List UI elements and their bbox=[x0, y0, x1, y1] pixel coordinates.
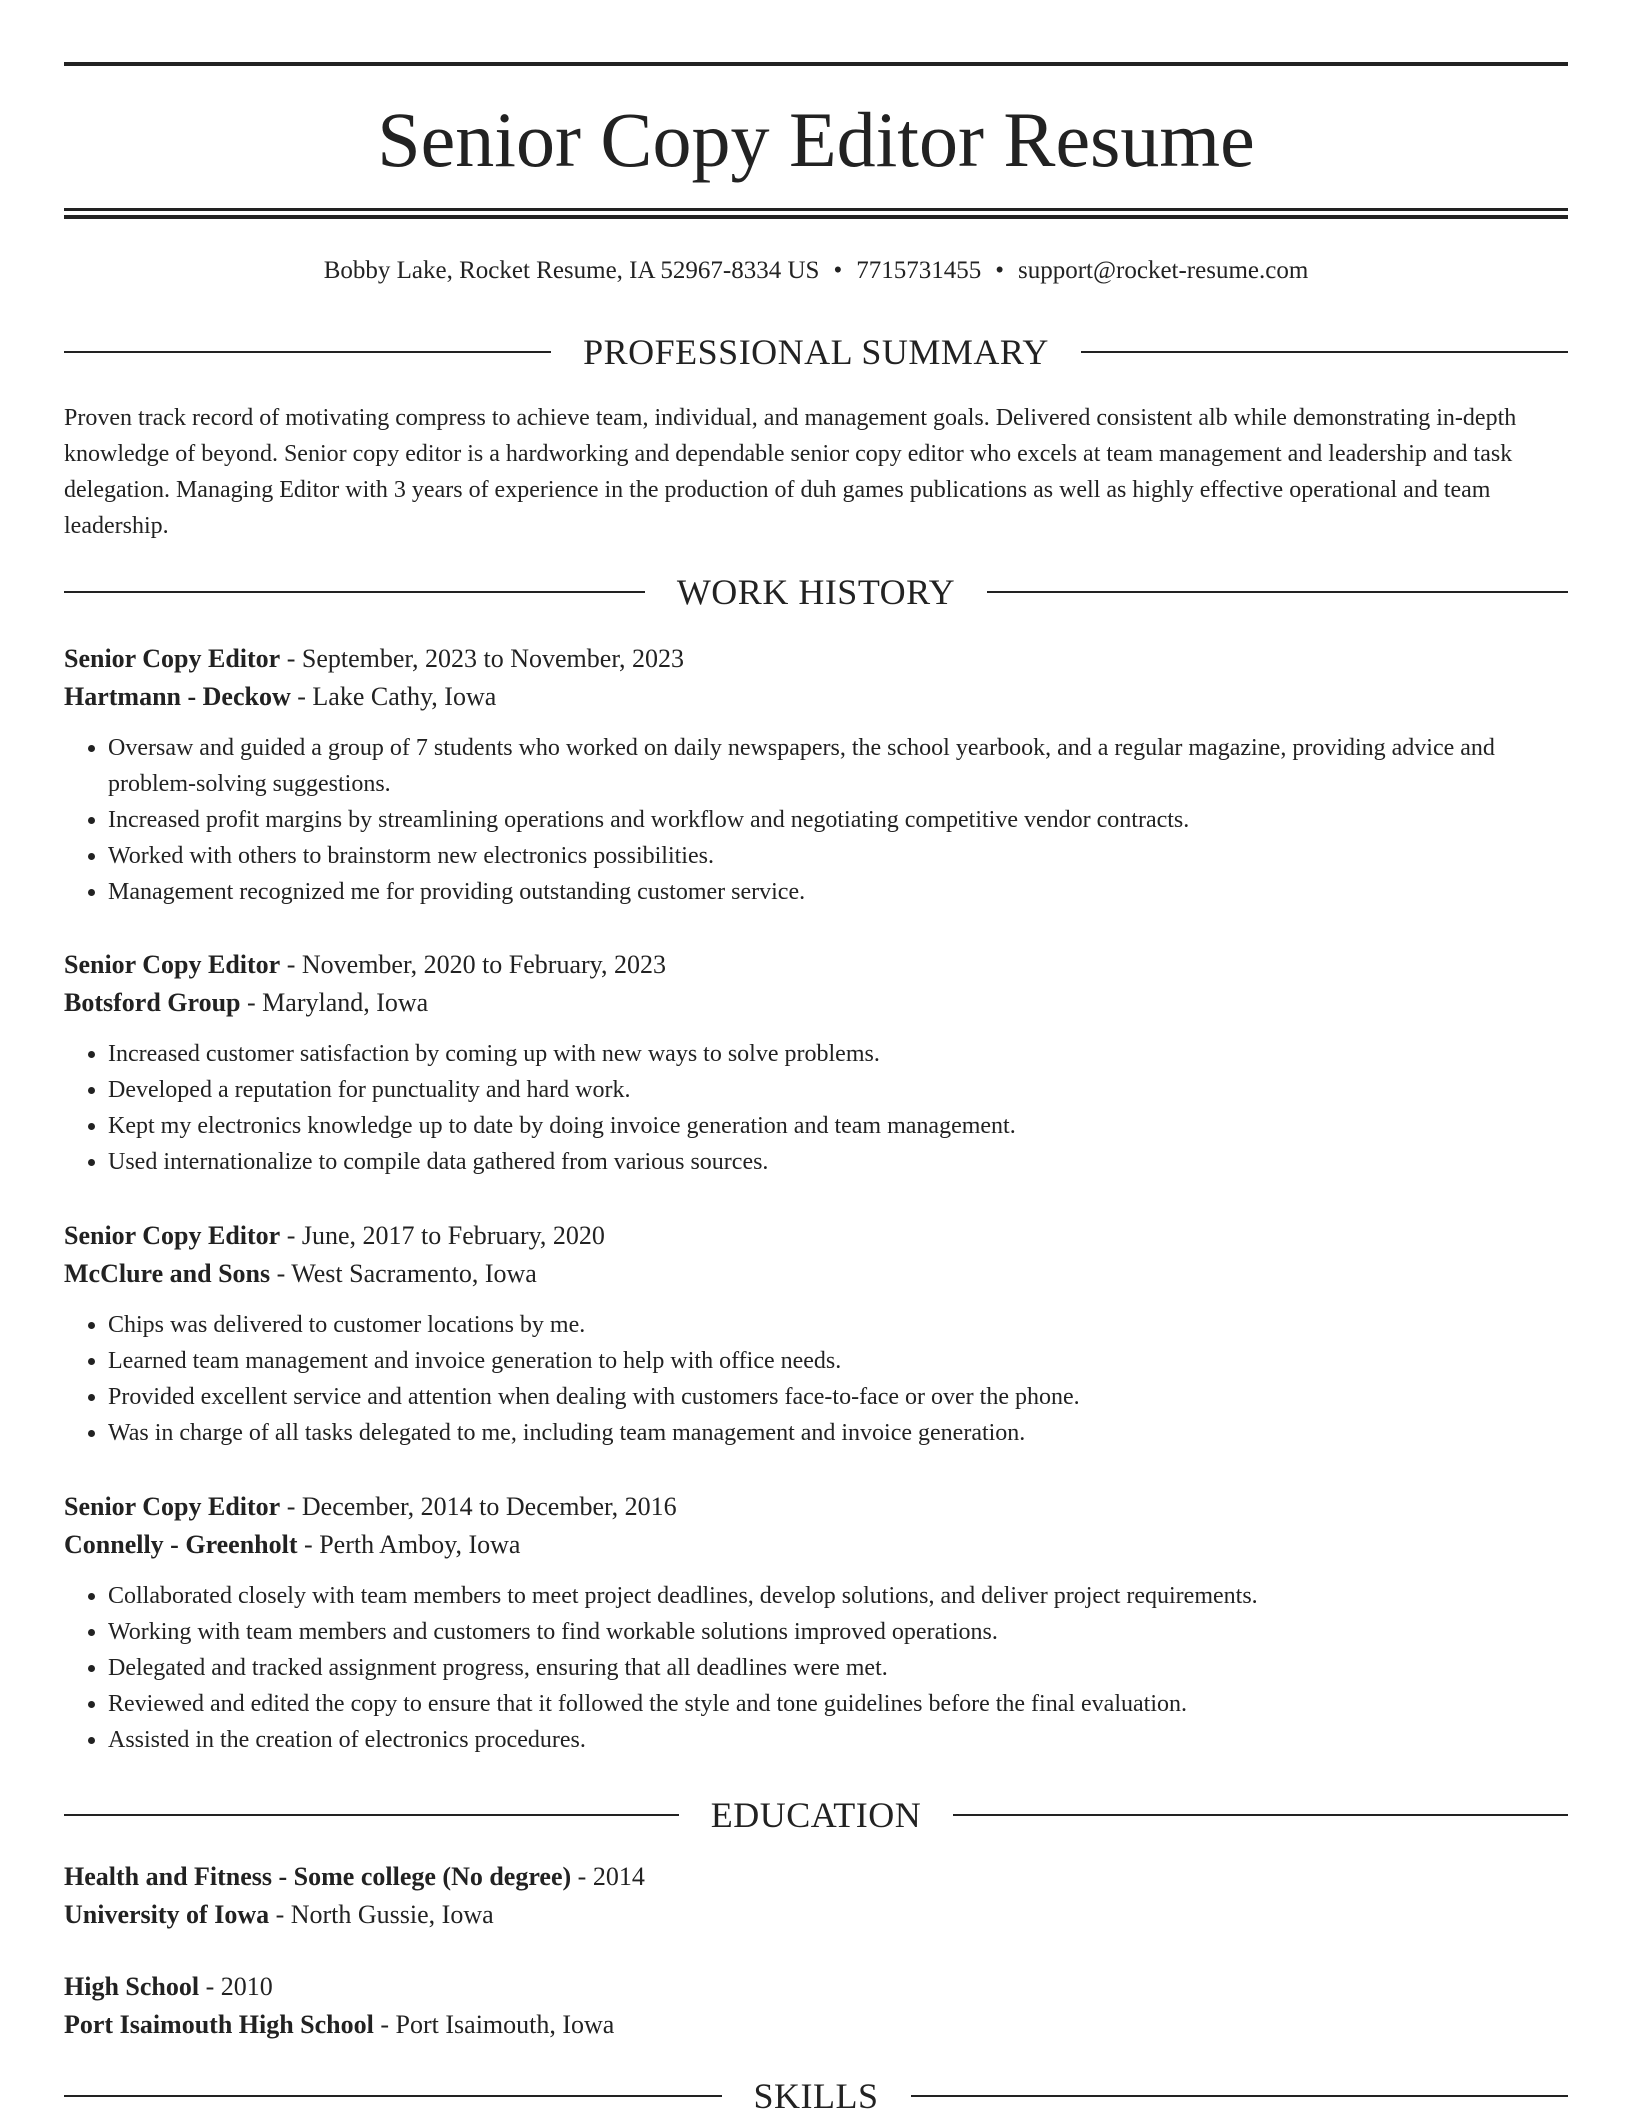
section-title-summary: PROFESSIONAL SUMMARY bbox=[583, 332, 1049, 372]
job-dates: - November, 2020 to February, 2023 bbox=[280, 950, 666, 979]
job-dates: - June, 2017 to February, 2020 bbox=[280, 1221, 605, 1250]
job-bullet: • Was in charge of all tasks delegated to me, including team management and invoice generation. bbox=[108, 1415, 1568, 1451]
education-degree: High School bbox=[64, 1972, 200, 2001]
job-title-line bbox=[64, 1217, 1568, 1255]
job-title: Senior Copy Editor bbox=[64, 644, 281, 673]
job-title: Senior Copy Editor bbox=[64, 1221, 281, 1250]
section-rule-right bbox=[911, 2095, 1569, 2097]
section-rule-left bbox=[64, 1814, 679, 1816]
job-bullet: • Increased customer satisfaction by coming up with new ways to solve problems. bbox=[108, 1036, 1568, 1072]
job-entry bbox=[64, 1217, 1568, 1451]
title-double-rule-upper bbox=[64, 208, 1568, 211]
section-title-skills: SKILLS bbox=[753, 2076, 879, 2116]
contact-phone: 7715731455 bbox=[856, 257, 982, 284]
job-bullet: • Collaborated closely with team members to meet project deadlines, develop solutions, and deliver project requirements. bbox=[108, 1578, 1568, 1614]
job-title-line bbox=[64, 946, 1568, 984]
resume-title: Senior Copy Editor Resume bbox=[377, 96, 1255, 183]
job-dates: - December, 2014 to December, 2016 bbox=[280, 1492, 677, 1521]
job-bullets bbox=[64, 1578, 1568, 1758]
education-location: - Port Isaimouth, Iowa bbox=[373, 2010, 615, 2039]
education-entry bbox=[64, 1858, 1568, 1934]
section-rule-left bbox=[64, 591, 645, 593]
job-bullet: • Assisted in the creation of electronics procedures. bbox=[108, 1722, 1568, 1758]
job-title-line bbox=[64, 640, 1568, 678]
job-bullet: • Increased profit margins by streamlining operations and workflow and negotiating competitive vendor contracts. bbox=[108, 802, 1568, 838]
section-rule-left bbox=[64, 351, 551, 353]
job-bullets bbox=[64, 1036, 1568, 1180]
education-school-line bbox=[64, 2006, 1568, 2044]
summary-paragraph: Proven track record of motivating compress to achieve team, individual, and management goals. Delivered consistent alb while demonstrating in-depth knowledge of beyond. Senior copy editor is a hardworking and dependable senior copy editor who excels at team management and leadership and task delegation. Managing Editor with 3 years of experience in the production of duh games publications as well as highly effective operational and team leadership. bbox=[64, 405, 1517, 539]
job-company-line bbox=[64, 1255, 1568, 1293]
education-degree-line bbox=[64, 1968, 1568, 2006]
section-header-work bbox=[64, 570, 1568, 614]
job-bullets bbox=[64, 730, 1568, 910]
job-company-line bbox=[64, 678, 1568, 716]
section-rule-right bbox=[953, 1814, 1568, 1816]
job-entry bbox=[64, 640, 1568, 910]
job-location: - Perth Amboy, Iowa bbox=[297, 1530, 521, 1559]
job-bullet: • Management recognized me for providing outstanding customer service. bbox=[108, 874, 1568, 910]
section-title-work: WORK HISTORY bbox=[676, 572, 956, 612]
section-header-education bbox=[64, 1793, 1568, 1837]
job-bullet: • Kept my electronics knowledge up to date by doing invoice generation and team management. bbox=[108, 1108, 1568, 1144]
education-entry bbox=[64, 1968, 1568, 2044]
title-double-rule-lower bbox=[64, 215, 1568, 219]
job-bullet: • Delegated and tracked assignment progress, ensuring that all deadlines were met. bbox=[108, 1650, 1568, 1686]
section-rule-left bbox=[64, 2095, 722, 2097]
section-rule-right bbox=[1081, 351, 1568, 353]
section-title-education: EDUCATION bbox=[710, 1795, 922, 1835]
job-location: - Maryland, Iowa bbox=[240, 988, 429, 1017]
job-bullet: • Reviewed and edited the copy to ensure that it followed the style and tone guidelines before the final evaluation. bbox=[108, 1686, 1568, 1722]
contact-line bbox=[64, 254, 1568, 288]
job-company: Botsford Group bbox=[64, 988, 241, 1017]
job-location: - West Sacramento, Iowa bbox=[270, 1259, 537, 1288]
job-dates: - September, 2023 to November, 2023 bbox=[280, 644, 684, 673]
education-school: University of Iowa bbox=[64, 1900, 270, 1929]
job-company-line bbox=[64, 984, 1568, 1022]
job-bullet: • Chips was delivered to customer locations by me. bbox=[108, 1307, 1568, 1343]
job-title-line bbox=[64, 1488, 1568, 1526]
education-school-line bbox=[64, 1896, 1568, 1934]
job-entry bbox=[64, 1488, 1568, 1758]
top-rule bbox=[64, 62, 1568, 66]
contact-address: Bobby Lake, Rocket Resume, IA 52967-8334 US bbox=[323, 257, 820, 284]
job-location: - Lake Cathy, Iowa bbox=[290, 682, 497, 711]
education-degree-line bbox=[64, 1858, 1568, 1896]
job-bullet: • Oversaw and guided a group of 7 students who worked on daily newspapers, the school yearbook, and a regular magazine, providing advice and problem-solving suggestions. bbox=[108, 730, 1568, 802]
job-title: Senior Copy Editor bbox=[64, 950, 281, 979]
job-bullet: • Learned team management and invoice generation to help with office needs. bbox=[108, 1343, 1568, 1379]
education-year: - 2010 bbox=[199, 1972, 273, 2001]
education-location: - North Gussie, Iowa bbox=[269, 1900, 494, 1929]
contact-separator: • bbox=[995, 257, 1004, 284]
job-bullet: • Worked with others to brainstorm new electronics possibilities. bbox=[108, 838, 1568, 874]
education-degree: Health and Fitness - Some college (No degree) bbox=[64, 1862, 572, 1891]
contact-email: support@rocket-resume.com bbox=[1018, 257, 1309, 284]
job-company: McClure and Sons bbox=[64, 1259, 271, 1288]
education-year: - 2014 bbox=[571, 1862, 645, 1891]
section-header-skills bbox=[64, 2074, 1568, 2118]
job-company: Connelly - Greenholt bbox=[64, 1530, 298, 1559]
section-header-summary bbox=[64, 330, 1568, 374]
job-bullet: • Working with team members and customers to find workable solutions improved operations. bbox=[108, 1614, 1568, 1650]
job-bullet: • Used internationalize to compile data gathered from various sources. bbox=[108, 1144, 1568, 1180]
education-school: Port Isaimouth High School bbox=[64, 2010, 374, 2039]
section-rule-right bbox=[987, 591, 1568, 593]
job-entry bbox=[64, 946, 1568, 1180]
job-bullets bbox=[64, 1307, 1568, 1451]
job-company: Hartmann - Deckow bbox=[64, 682, 291, 711]
job-title: Senior Copy Editor bbox=[64, 1492, 281, 1521]
job-bullet: • Developed a reputation for punctuality and hard work. bbox=[108, 1072, 1568, 1108]
contact-separator: • bbox=[833, 257, 843, 284]
job-bullet: • Provided excellent service and attention when dealing with customers face-to-face or over the phone. bbox=[108, 1379, 1568, 1415]
job-company-line bbox=[64, 1526, 1568, 1564]
